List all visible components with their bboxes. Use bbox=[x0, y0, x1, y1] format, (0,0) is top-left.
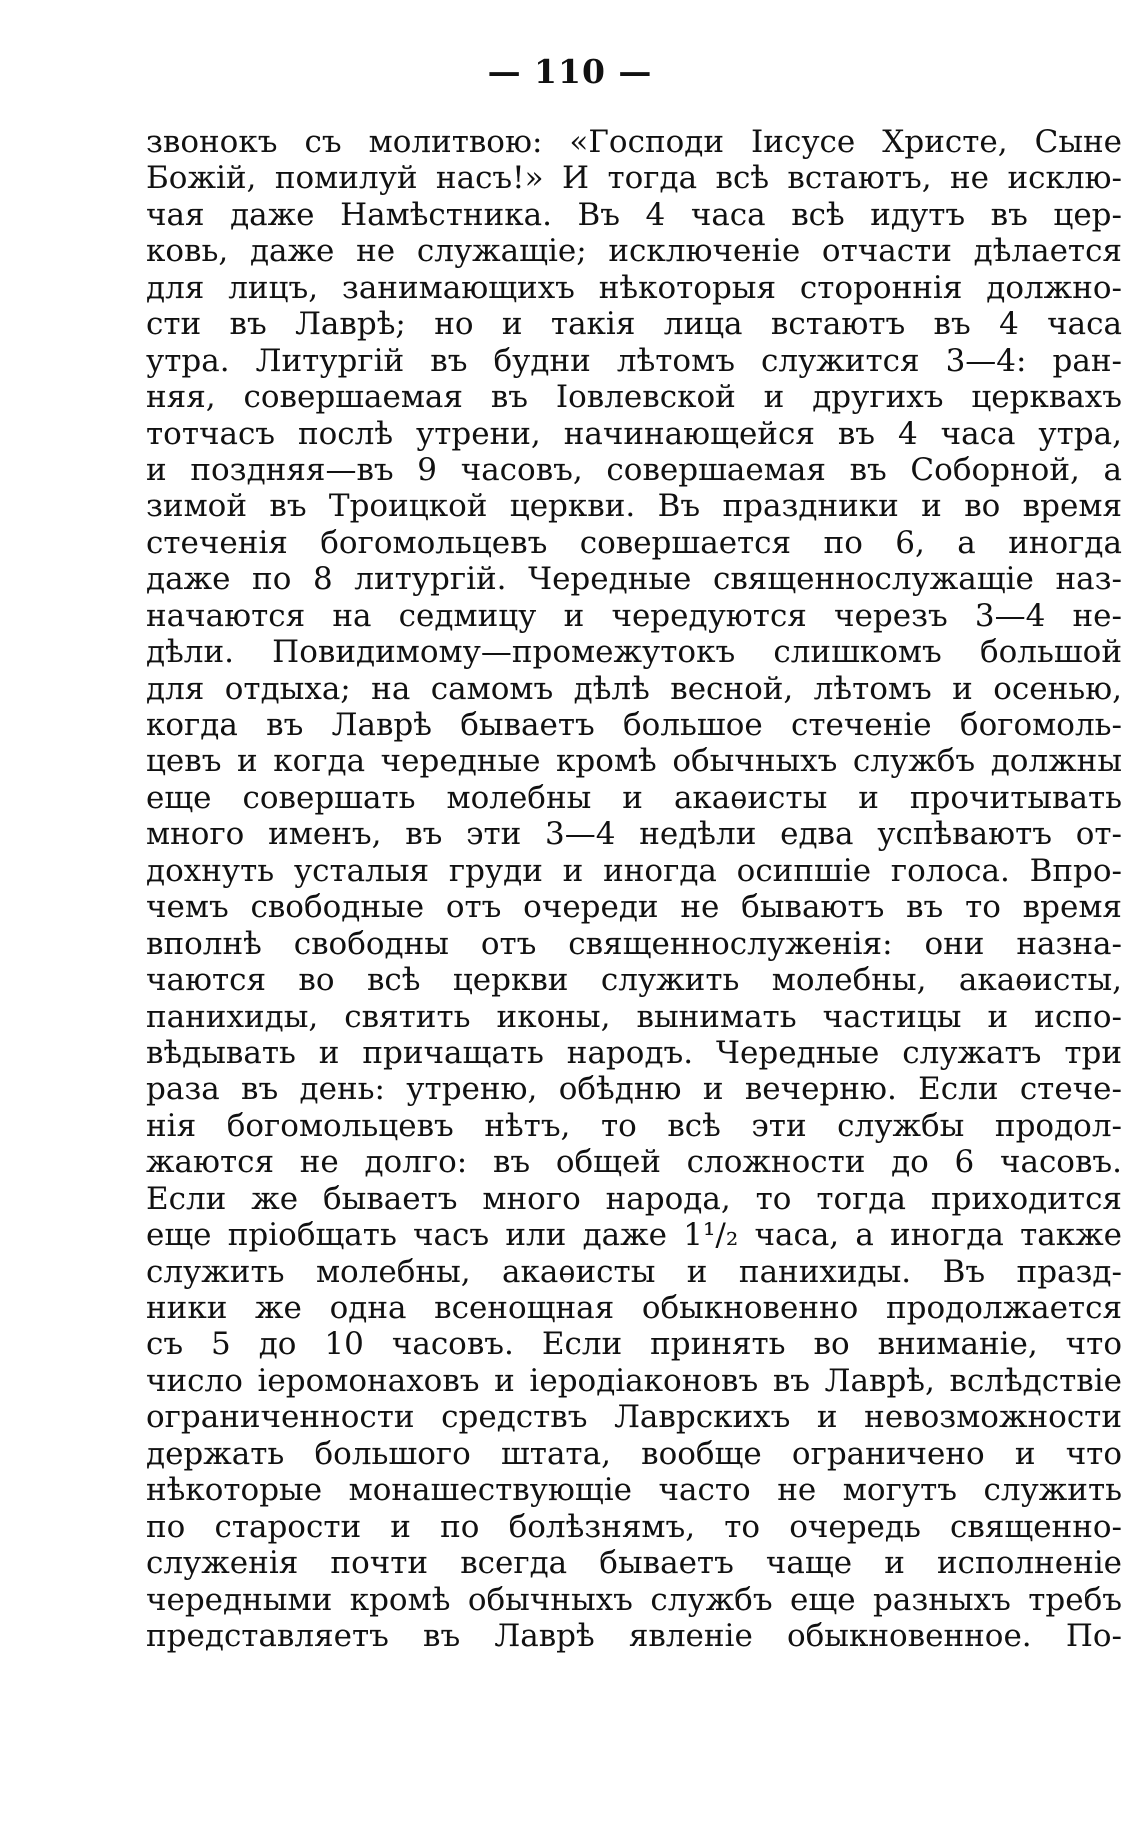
text-line: даже по 8 литургій. Чередные священнослужащіе наз- bbox=[146, 561, 1122, 598]
text-line: служенія почти всегда бываетъ чаще и исполненіе bbox=[146, 1545, 1122, 1582]
text-line: съ 5 до 10 часовъ. Если принять во вниманіе, что bbox=[146, 1326, 1122, 1363]
text-line: много именъ, въ эти 3—4 недѣли едва успѣваютъ от- bbox=[146, 816, 1122, 853]
text-line: вполнѣ свободны отъ священнослуженія: они назна- bbox=[146, 925, 1122, 962]
text-line: для лицъ, занимающихъ нѣкоторыя стороннія должно- bbox=[146, 269, 1122, 306]
text-line: утра. Литургій въ будни лѣтомъ служится 3—4: ран- bbox=[146, 342, 1122, 379]
text-line: и поздняя—въ 9 часовъ, совершаемая въ Соборной, а bbox=[146, 451, 1122, 488]
text-line: стеченія богомольцевъ совершается по 6, а иногда bbox=[146, 524, 1122, 561]
text-line: панихиды, святить иконы, вынимать частицы и испо- bbox=[146, 998, 1122, 1035]
text-line: нія богомольцевъ нѣтъ, то всѣ эти службы продол- bbox=[146, 1107, 1122, 1144]
text-line: зимой въ Троицкой церкви. Въ праздники и во время bbox=[146, 488, 1122, 525]
body-text bbox=[146, 124, 1122, 1654]
text-line: Если же бываетъ много народа, то тогда приходится bbox=[146, 1180, 1122, 1217]
text-line: по старости и по болѣзнямъ, то очередь священно- bbox=[146, 1508, 1122, 1545]
text-line: служить молебны, акаѳисты и панихиды. Въ празд- bbox=[146, 1253, 1122, 1290]
page-number: — 110 — bbox=[487, 52, 653, 91]
text-line: число іеромонаховъ и іеродіаконовъ въ Лаврѣ, вслѣдствіе bbox=[146, 1362, 1122, 1399]
text-line: для отдыха; на самомъ дѣлѣ весной, лѣтомъ и осенью, bbox=[146, 670, 1122, 707]
text-line: чемъ свободные отъ очереди не бываютъ въ то время bbox=[146, 889, 1122, 926]
text-line: жаются не долго: въ общей сложности до 6 часовъ. bbox=[146, 1144, 1122, 1181]
text-line: дохнуть усталыя груди и иногда осипшіе голоса. Впро- bbox=[146, 852, 1122, 889]
text-line: держать большого штата, вообще ограничено и что bbox=[146, 1435, 1122, 1472]
text-line: сти въ Лаврѣ; но и такія лица встаютъ въ 4 часа bbox=[146, 306, 1122, 343]
text-line: тотчасъ послѣ утрени, начинающейся въ 4 часа утра, bbox=[146, 415, 1122, 452]
text-line: когда въ Лаврѣ бываетъ большое стеченіе богомоль- bbox=[146, 707, 1122, 743]
text-line: Божій, помилуй насъ!» И тогда всѣ встаютъ, не исклю- bbox=[146, 160, 1122, 197]
text-line: ники же одна всенощная обыкновенно продолжается bbox=[146, 1290, 1122, 1326]
text-line: начаются на седмицу и чередуются черезъ 3—4 не- bbox=[146, 597, 1122, 634]
text-line: еще совершать молебны и акаѳисты и прочитывать bbox=[146, 779, 1122, 816]
text-line: представляетъ въ Лаврѣ явленіе обыкновенное. По- bbox=[146, 1617, 1122, 1654]
text-line: вѣдывать и причащать народъ. Чередные служатъ три bbox=[146, 1034, 1122, 1071]
text-line: няя, совершаемая въ Іовлевской и другихъ церквахъ bbox=[146, 379, 1122, 416]
text-line: ограниченности средствъ Лаврскихъ и невозможности bbox=[146, 1399, 1122, 1436]
text-line: чаются во всѣ церкви служить молебны, акаѳисты, bbox=[146, 962, 1122, 999]
text-line: ковь, даже не служащіе; исключеніе отчасти дѣлается bbox=[146, 233, 1122, 270]
text-line: цевъ и когда чередные кромѣ обычныхъ службъ должны bbox=[146, 743, 1122, 780]
text-line: дѣли. Повидимому—промежутокъ слишкомъ большой bbox=[146, 634, 1122, 671]
text-line: еще пріобщать часъ или даже 1¹/₂ часа, а иногда также bbox=[146, 1217, 1122, 1254]
text-line: чая даже Намѣстника. Въ 4 часа всѣ идутъ въ цер- bbox=[146, 196, 1122, 233]
text-line: нѣкоторые монашествующіе часто не могутъ служить bbox=[146, 1472, 1122, 1509]
text-line: чередными кромѣ обычныхъ службъ еще разныхъ требъ bbox=[146, 1581, 1122, 1618]
text-line: раза въ день: утреню, обѣдню и вечерню. Если стече- bbox=[146, 1071, 1122, 1108]
text-line: звонокъ съ молитвою: «Господи Іисусе Христе, Сыне bbox=[146, 124, 1122, 160]
